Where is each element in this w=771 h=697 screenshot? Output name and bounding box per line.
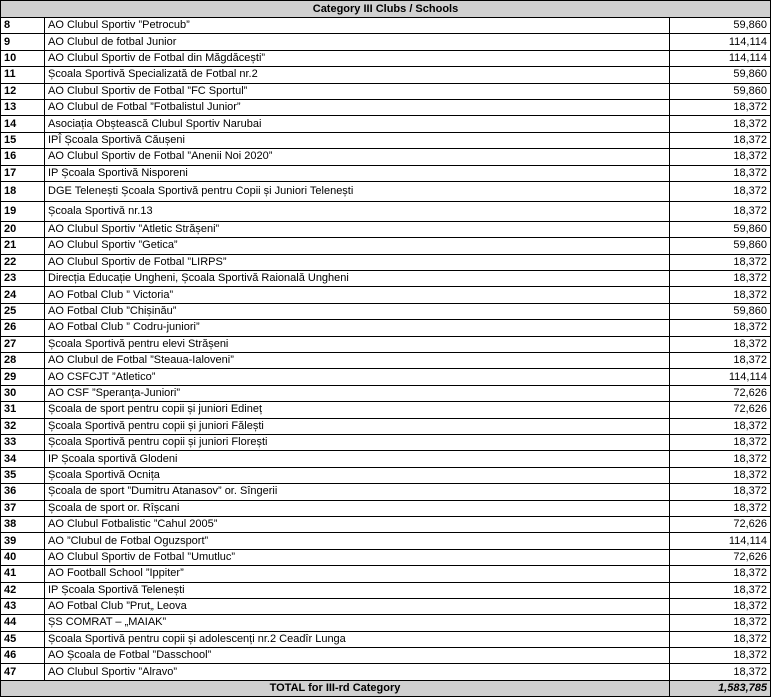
row-number: 46 (1, 648, 45, 664)
row-number: 8 (1, 18, 45, 34)
club-name: DGE Telenești Școala Sportivă pentru Copii și Juniori Telenești (45, 181, 670, 201)
row-number: 16 (1, 149, 45, 165)
table-row (1, 336, 771, 352)
row-number: 18 (1, 181, 45, 201)
amount: 114,114 (670, 34, 771, 50)
amount: 18,372 (670, 582, 771, 598)
club-name: Școala Sportivă pentru copii și juniori Fălești (45, 418, 670, 434)
club-name: AO Football School ”Ippiter” (45, 566, 670, 582)
club-name: Școala Sportivă Ocnița (45, 467, 670, 483)
club-name: Școala de sport ”Dumitru Atanasov” or. Sîngerii (45, 484, 670, 500)
club-name: AO Clubul Sportiv de Fotbal ”FC Sportul” (45, 83, 670, 99)
amount: 18,372 (670, 165, 771, 181)
table-row (1, 484, 771, 500)
row-number: 21 (1, 238, 45, 254)
row-number: 33 (1, 434, 45, 450)
amount: 18,372 (670, 201, 771, 221)
amount: 18,372 (670, 648, 771, 664)
table-row (1, 566, 771, 582)
table-row (1, 615, 771, 631)
club-name: Direcția Educație Ungheni, Școala Sportivă Raională Ungheni (45, 271, 670, 287)
club-name: AO CSFCJT ”Atletico” (45, 369, 670, 385)
table-row (1, 500, 771, 516)
row-number: 36 (1, 484, 45, 500)
table-row (1, 116, 771, 132)
amount: 114,114 (670, 369, 771, 385)
row-number: 29 (1, 369, 45, 385)
club-name: AO Clubul Sportiv ”Getica” (45, 238, 670, 254)
table-row (1, 320, 771, 336)
row-number: 27 (1, 336, 45, 352)
table-row (1, 533, 771, 549)
club-name: AO Fotbal Club ” Victoria” (45, 287, 670, 303)
club-name: AO Clubul Sportiv ”Petrocub” (45, 18, 670, 34)
club-name: Școala Sportivă pentru copii și juniori Florești (45, 434, 670, 450)
table-row (1, 402, 771, 418)
table-row (1, 238, 771, 254)
club-name: IP Școala Sportivă Nisporeni (45, 165, 670, 181)
club-name: Asociația Obștească Clubul Sportiv Narubai (45, 116, 670, 132)
amount: 114,114 (670, 533, 771, 549)
amount: 72,626 (670, 385, 771, 401)
club-name: Școala de sport pentru copii și juniori Edineț (45, 402, 670, 418)
amount: 18,372 (670, 500, 771, 516)
row-number: 9 (1, 34, 45, 50)
row-number: 45 (1, 631, 45, 647)
amount: 18,372 (670, 664, 771, 680)
amount: 18,372 (670, 353, 771, 369)
club-name: AO Clubul Sportiv de Fotbal din Măgdăcești” (45, 50, 670, 66)
club-name: AO Clubul Sportiv ”Atletic Strășeni” (45, 221, 670, 237)
club-name: AO Clubul Sportiv ”Alravo” (45, 664, 670, 680)
amount: 18,372 (670, 149, 771, 165)
table-row (1, 149, 771, 165)
row-number: 32 (1, 418, 45, 434)
amount: 18,372 (670, 615, 771, 631)
table-row (1, 434, 771, 450)
table-row (1, 50, 771, 66)
club-name: AO ”Clubul de Fotbal Oguzsport” (45, 533, 670, 549)
table-row (1, 418, 771, 434)
table-row (1, 83, 771, 99)
table-row (1, 631, 771, 647)
table-row (1, 598, 771, 614)
table-row (1, 34, 771, 50)
club-name: IP Școala Sportivă Telenești (45, 582, 670, 598)
table-row (1, 303, 771, 319)
table-row (1, 369, 771, 385)
amount: 18,372 (670, 434, 771, 450)
amount: 18,372 (670, 631, 771, 647)
club-name: IP Școala sportivă Glodeni (45, 451, 670, 467)
amount: 18,372 (670, 287, 771, 303)
table-header: Category III Clubs / Schools (1, 1, 771, 18)
club-name: AO Clubul Fotbalistic ”Cahul 2005” (45, 516, 670, 532)
row-number: 40 (1, 549, 45, 565)
amount: 59,860 (670, 238, 771, 254)
club-name: Școala de sport or. Rîșcani (45, 500, 670, 516)
club-name: AO Clubul Sportiv de Fotbal ”Anenii Noi 2020” (45, 149, 670, 165)
amount: 18,372 (670, 116, 771, 132)
table-row (1, 648, 771, 664)
row-number: 13 (1, 99, 45, 115)
amount: 59,860 (670, 303, 771, 319)
club-name: AO Clubul de Fotbal ”Steaua-Ialoveni” (45, 353, 670, 369)
amount: 18,372 (670, 451, 771, 467)
club-name: Școala Sportivă nr.13 (45, 201, 670, 221)
table-row (1, 221, 771, 237)
row-number: 28 (1, 353, 45, 369)
club-name: AO Fotbal Club ” Codru-juniori” (45, 320, 670, 336)
row-number: 12 (1, 83, 45, 99)
row-number: 14 (1, 116, 45, 132)
table-row (1, 271, 771, 287)
table-row (1, 254, 771, 270)
amount: 18,372 (670, 181, 771, 201)
club-name: ȘS COMRAT – „MAIAK” (45, 615, 670, 631)
amount: 18,372 (670, 467, 771, 483)
amount: 18,372 (670, 271, 771, 287)
row-number: 35 (1, 467, 45, 483)
amount: 18,372 (670, 99, 771, 115)
amount: 18,372 (670, 320, 771, 336)
amount: 114,114 (670, 50, 771, 66)
table-row (1, 582, 771, 598)
row-number: 20 (1, 221, 45, 237)
row-number: 25 (1, 303, 45, 319)
club-name: AO Clubul Sportiv de Fotbal ”Umutluc” (45, 549, 670, 565)
table-header-row (1, 1, 771, 18)
row-number: 23 (1, 271, 45, 287)
total-label: TOTAL for III-rd Category (1, 680, 670, 696)
amount: 18,372 (670, 132, 771, 148)
table-row (1, 385, 771, 401)
row-number: 22 (1, 254, 45, 270)
row-number: 34 (1, 451, 45, 467)
amount: 72,626 (670, 549, 771, 565)
row-number: 38 (1, 516, 45, 532)
table-row (1, 181, 771, 201)
club-name: AO Clubul de fotbal Junior (45, 34, 670, 50)
row-number: 26 (1, 320, 45, 336)
amount: 59,860 (670, 221, 771, 237)
row-number: 19 (1, 201, 45, 221)
amount: 18,372 (670, 566, 771, 582)
row-number: 30 (1, 385, 45, 401)
row-number: 15 (1, 132, 45, 148)
total-row (1, 680, 771, 696)
club-name: AO Fotbal Club ”Chișinău” (45, 303, 670, 319)
table-row (1, 353, 771, 369)
table-row (1, 18, 771, 34)
table-row (1, 132, 771, 148)
row-number: 31 (1, 402, 45, 418)
club-name: IPÎ Școala Sportivă Căușeni (45, 132, 670, 148)
row-number: 47 (1, 664, 45, 680)
club-name: AO CSF ”Speranța-Juniori” (45, 385, 670, 401)
club-name: Școala Sportivă Specializată de Fotbal nr.2 (45, 67, 670, 83)
club-name: Școala Sportivă pentru elevi Strășeni (45, 336, 670, 352)
amount: 72,626 (670, 516, 771, 532)
amount: 18,372 (670, 336, 771, 352)
table-row (1, 467, 771, 483)
row-number: 41 (1, 566, 45, 582)
row-number: 17 (1, 165, 45, 181)
club-name: AO Clubul de Fotbal ”Fotbalistul Junior” (45, 99, 670, 115)
row-number: 42 (1, 582, 45, 598)
table-row (1, 451, 771, 467)
total-amount: 1,583,785 (670, 680, 771, 696)
club-name: AO Școala de Fotbal ”Dasschool” (45, 648, 670, 664)
row-number: 43 (1, 598, 45, 614)
club-name: AO Fotbal Club ”Prut„ Leova (45, 598, 670, 614)
amount: 72,626 (670, 402, 771, 418)
table-row (1, 165, 771, 181)
amount: 59,860 (670, 18, 771, 34)
table-row (1, 664, 771, 680)
table-row (1, 549, 771, 565)
row-number: 44 (1, 615, 45, 631)
row-number: 39 (1, 533, 45, 549)
table-row (1, 287, 771, 303)
amount: 18,372 (670, 418, 771, 434)
amount: 18,372 (670, 484, 771, 500)
amount: 18,372 (670, 254, 771, 270)
table-row (1, 201, 771, 221)
row-number: 24 (1, 287, 45, 303)
amount: 59,860 (670, 67, 771, 83)
club-name: Școala Sportivă pentru copii și adolescenți nr.2 Ceadîr Lunga (45, 631, 670, 647)
amount: 18,372 (670, 598, 771, 614)
table-row (1, 99, 771, 115)
table-row (1, 67, 771, 83)
row-number: 10 (1, 50, 45, 66)
row-number: 37 (1, 500, 45, 516)
table-row (1, 516, 771, 532)
amount: 59,860 (670, 83, 771, 99)
club-name: AO Clubul Sportiv de Fotbal ”LIRPS” (45, 254, 670, 270)
row-number: 11 (1, 67, 45, 83)
